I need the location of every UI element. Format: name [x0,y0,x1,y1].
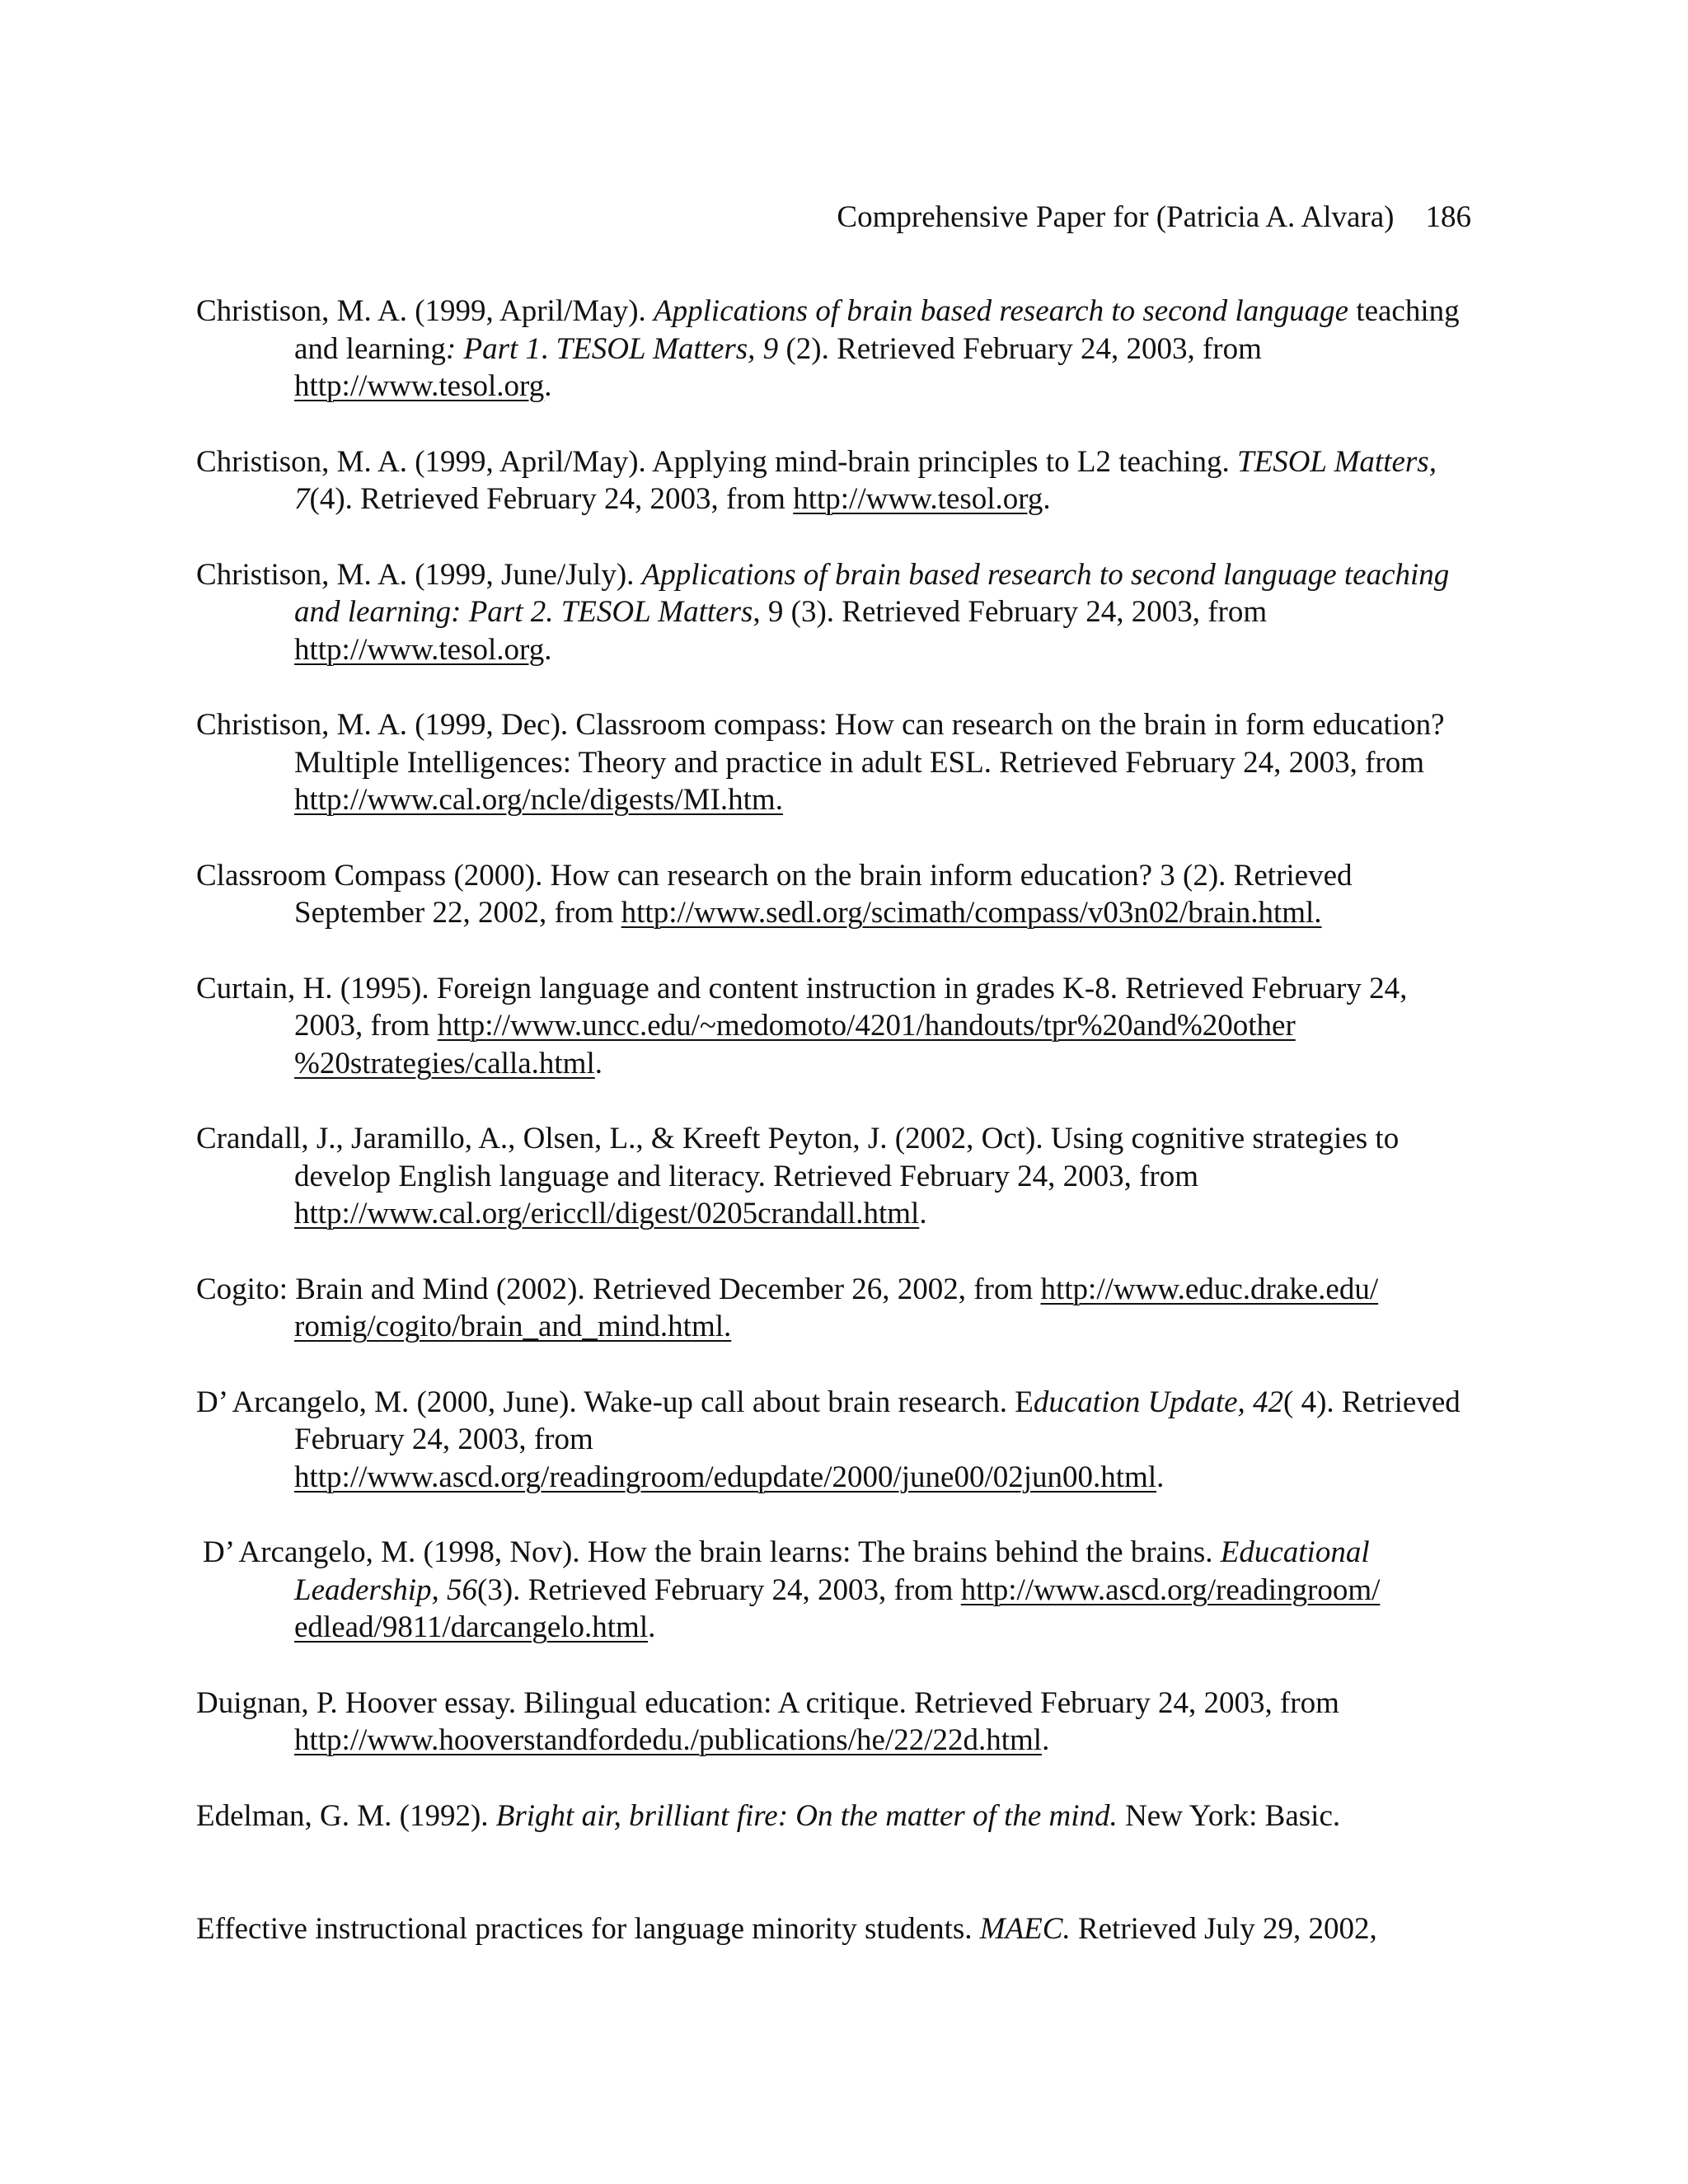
reference-entry [196,556,1482,669]
citation-text: . [1156,1460,1165,1494]
reference-url-link[interactable]: http://www.uncc.edu/~medomoto/4201/handouts/tpr%20and%20other [437,1009,1296,1043]
citation-text: . [594,1046,603,1080]
reference-list [196,293,1482,1986]
citation-text: . [544,632,552,667]
citation-text: . [919,1197,927,1230]
citation-text: Classroom Compass (2000). How can research on the brain inform education? 3 (2). Retrieved September 22, 2002, from [196,858,1353,930]
reference-entry [196,1384,1482,1497]
citation-source: TESOL Matters, 7 [294,444,1437,516]
citation-text: . [1043,482,1051,516]
citation-title: : Part 1 [445,331,542,366]
reference-entry [203,1534,1482,1647]
reference-entry [196,1271,1482,1346]
citation-title: Applications of brain based research to second language [654,294,1349,328]
citation-text: , 9 (3). Retrieved February 24, 2003, from [753,595,1268,629]
reference-url-link[interactable]: http://www.ascd.org/readingroom/ [960,1572,1381,1607]
citation-title: Bright air, brilliant fire: On the matter of the mind. [495,1798,1118,1833]
citation-text: Edelman, G. M. (1992). [196,1798,496,1833]
reference-entry [196,443,1482,518]
reference-entry [196,1685,1482,1760]
reference-entry [196,970,1482,1083]
reference-entry [196,1910,1482,1948]
reference-url-link[interactable]: romig/cogito/brain_and_mind.html. [294,1310,732,1343]
reference-url-link[interactable]: http://www.educ.drake.edu/ [1040,1272,1379,1306]
reference-url-link[interactable]: http://www.hooverstandfordedu./publications/he/22/22d.html [294,1723,1043,1757]
reference-entry [196,293,1482,405]
citation-text: Duignan, P. Hoover essay. Bilingual education: A critique. Retrieved February 24, 2003, from [196,1685,1339,1720]
reference-entry [196,857,1482,932]
citation-source: MAEC. [979,1912,1071,1946]
reference-url-link[interactable]: http://www.cal.org/ericcll/digest/0205crandall.html [294,1197,920,1230]
citation-text: ( 4). Retrieved February 24, 2003, from [294,1385,1461,1456]
citation-text: (2). Retrieved February 24, 2003, from [778,331,1262,366]
reference-url-link[interactable]: %20strategies/calla.html [294,1046,595,1080]
citation-text: (3). Retrieved February 24, 2003, from [477,1572,961,1607]
citation-text: Christison, M. A. (1999, April/May). Applying mind-brain principles to L2 teaching. [196,444,1238,479]
citation-text: teaching and learning [294,294,1460,366]
citation-source: TESOL Matters, 9 [556,331,779,366]
reference-url-link[interactable]: http://www.cal.org/ncle/digests/MI.htm. [294,783,783,817]
citation-text: (4). Retrieved February 24, 2003, from [309,482,794,516]
running-header [837,196,1471,239]
citation-text: Christison, M. A. (1999, June/July). [196,557,642,592]
page-number: 186 [1425,200,1471,234]
citation-text: Curtain, H. (1995). Foreign language and content instruction in grades K-8. Retrieved February 24, 2003, from [196,971,1408,1043]
citation-title: Applications of brain based research to second language teaching and learning: Part 2. TESOL Matters [294,557,1450,629]
reference-url-link[interactable]: http://www.ascd.org/readingroom/edupdate/2000/june00/02jun00.html [294,1460,1157,1494]
citation-text: Christison, M. A. (1999, April/May). [196,294,654,328]
citation-text: Effective instructional practices for language minority students. [196,1912,980,1946]
citation-text: . [648,1610,656,1644]
citation-text: . [544,369,552,403]
reference-url-link[interactable]: edlead/9811/darcangelo.html [294,1610,649,1644]
citation-text: . [1042,1723,1050,1757]
citation-text: New York: Basic. [1117,1798,1341,1833]
reference-entry [196,706,1482,819]
reference-url-link[interactable]: http://www.tesol.org [793,482,1043,516]
citation-source: Educational Leadership, 56 [294,1535,1370,1607]
citation-text: Christison, M. A. (1999, Dec). Classroom compass: How can research on the brain in form education? Multiple Intelligences: Theory and practice in adult ESL. Retrieved February 24, 2003, from [196,708,1445,780]
citation-text: Retrieved July 29, 2002, [1070,1912,1377,1946]
citation-text: . [541,331,556,366]
citation-text: D’ Arcangelo, M. (2000, June). Wake-up call about brain research. E [196,1385,1034,1419]
reference-url-link[interactable]: http://www.tesol.org [294,369,545,403]
reference-url-link[interactable]: http://www.sedl.org/scimath/compass/v03n02/brain.html. [621,896,1322,930]
citation-source: ducation Update, 42 [1033,1385,1284,1419]
reference-entry [196,1120,1482,1233]
citation-text: Crandall, J., Jaramillo, A., Olsen, L., & Kreeft Peyton, J. (2002, Oct). Using cognitive strategies to develop English language and literacy. Retrieved February 24, 2003, from [196,1122,1400,1193]
reference-entry [196,1797,1482,1835]
running-title: Comprehensive Paper for (Patricia A. Alvara) [837,200,1395,234]
citation-text: D’ Arcangelo, M. (1998, Nov). How the brain learns: The brains behind the brains. [203,1535,1221,1569]
citation-text: Cogito: Brain and Mind (2002). Retrieved December 26, 2002, from [196,1272,1041,1306]
reference-url-link[interactable]: http://www.tesol.org [294,632,545,667]
